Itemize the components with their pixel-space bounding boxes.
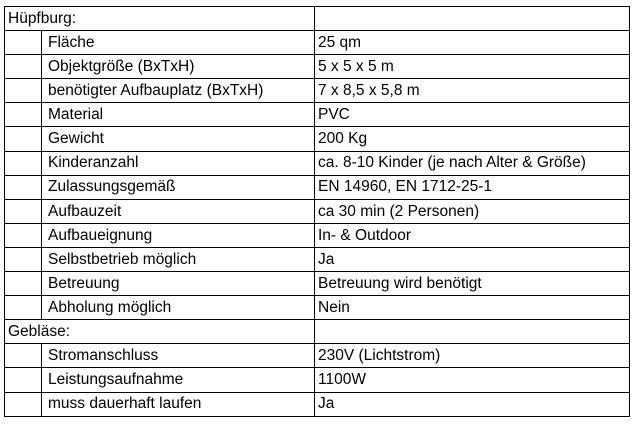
row-label: Zulassungsgemäß bbox=[48, 178, 176, 196]
row-label: muss dauerhaft laufen bbox=[48, 395, 202, 413]
row-value: Ja bbox=[315, 247, 630, 271]
row-value: Betreuung wird benötigt bbox=[315, 272, 630, 296]
table-row bbox=[5, 79, 630, 103]
row-value: ca. 8-10 Kinder (je nach Alter & Größe) bbox=[315, 151, 630, 175]
row-label: Material bbox=[48, 106, 104, 124]
row-label: Selbstbetrieb möglich bbox=[48, 250, 197, 268]
table-row bbox=[5, 392, 630, 416]
row-value: 5 x 5 x 5 m bbox=[315, 55, 630, 79]
section-header-geblaese bbox=[5, 320, 630, 344]
row-value: ca 30 min (2 Personen) bbox=[315, 199, 630, 223]
section-value-empty bbox=[315, 7, 630, 31]
table-row bbox=[5, 55, 630, 79]
row-value: 25 qm bbox=[315, 31, 630, 55]
row-value: 7 x 8,5 x 5,8 m bbox=[315, 79, 630, 103]
row-label: Fläche bbox=[48, 33, 95, 51]
table-row bbox=[5, 223, 630, 247]
row-label: benötigter Aufbauplatz (BxTxH) bbox=[48, 82, 264, 100]
row-label: Aufbauzeit bbox=[48, 202, 122, 220]
table-row bbox=[5, 296, 630, 320]
table-row bbox=[5, 31, 630, 55]
row-value: EN 14960, EN 1712-25-1 bbox=[315, 175, 630, 199]
row-label: Stromanschluss bbox=[48, 347, 159, 365]
row-label: Aufbaueignung bbox=[48, 226, 153, 244]
table-row bbox=[5, 368, 630, 392]
section-title: Gebläse: bbox=[5, 320, 315, 344]
table-row bbox=[5, 127, 630, 151]
row-value: 200 Kg bbox=[315, 127, 630, 151]
row-label: Objektgröße (BxTxH) bbox=[48, 57, 195, 75]
table-row bbox=[5, 175, 630, 199]
section-value-empty bbox=[315, 320, 630, 344]
table-row bbox=[5, 344, 630, 368]
table-row bbox=[5, 272, 630, 296]
row-value: Ja bbox=[315, 392, 630, 416]
table-row bbox=[5, 103, 630, 127]
spec-table bbox=[4, 6, 630, 417]
section-title: Hüpfburg: bbox=[5, 7, 315, 31]
row-value: Nein bbox=[315, 296, 630, 320]
row-label: Gewicht bbox=[48, 130, 104, 148]
row-value: In- & Outdoor bbox=[315, 223, 630, 247]
table-row bbox=[5, 247, 630, 271]
section-header-huepfburg bbox=[5, 7, 630, 31]
table-row bbox=[5, 151, 630, 175]
row-label: Betreuung bbox=[48, 274, 120, 292]
row-label: Leistungsaufnahme bbox=[48, 371, 184, 389]
row-value: PVC bbox=[315, 103, 630, 127]
row-value: 230V (Lichtstrom) bbox=[315, 344, 630, 368]
row-value: 1100W bbox=[315, 368, 630, 392]
row-label: Abholung möglich bbox=[48, 298, 172, 316]
table-row bbox=[5, 199, 630, 223]
row-label: Kinderanzahl bbox=[48, 154, 139, 172]
